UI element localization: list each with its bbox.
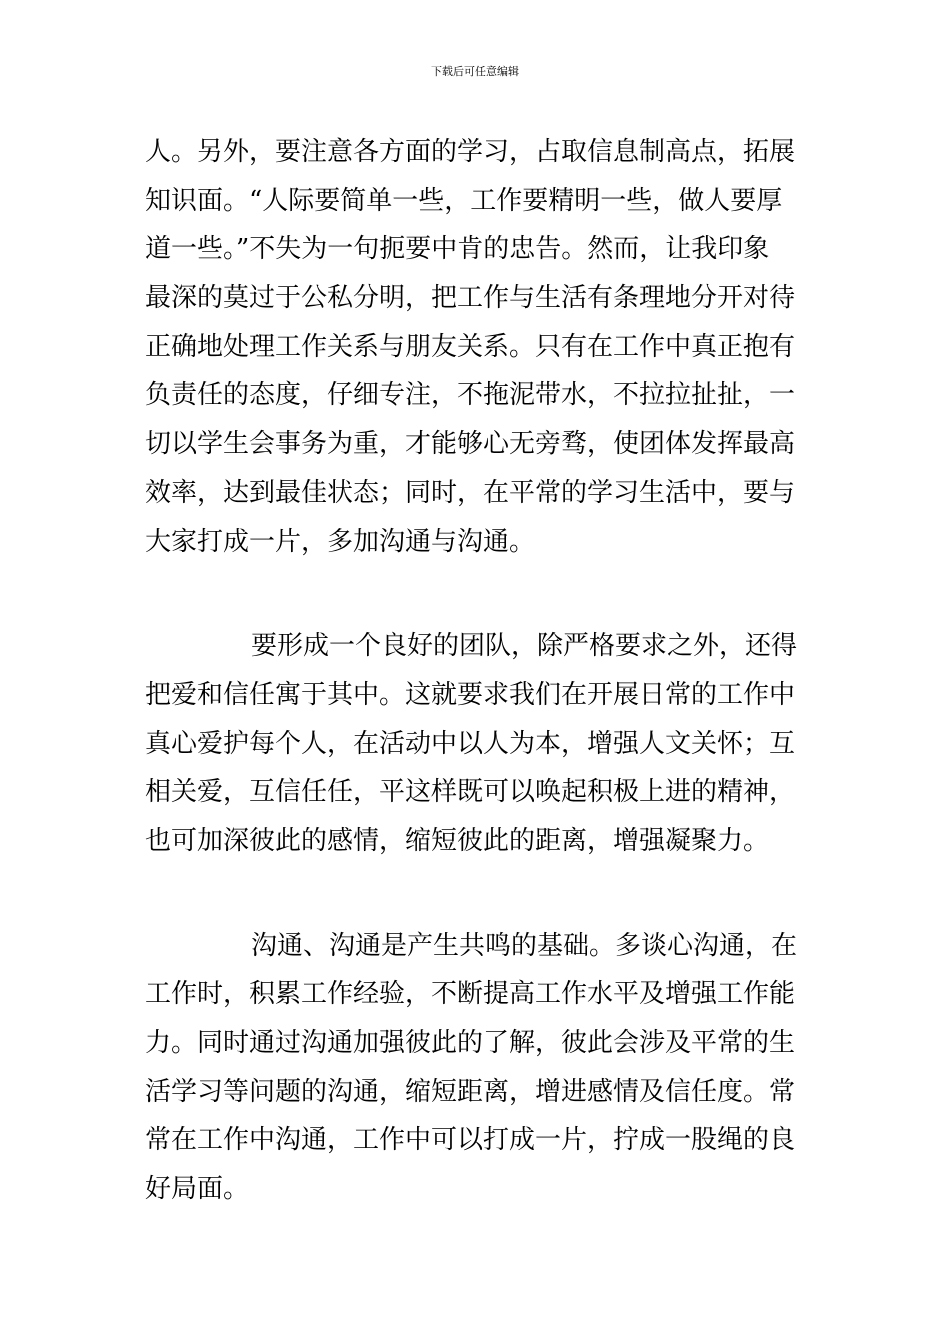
text-line: 力。同时通过沟通加强彼此的了解，彼此会涉及平常的生	[145, 1028, 796, 1058]
paragraph-spacer	[145, 566, 805, 622]
text-line: 常在工作中沟通，工作中可以打成一片，拧成一股绳的良	[145, 1125, 796, 1156]
page-header: 下载后可任意编辑	[431, 65, 519, 78]
text-line: 最深的莫过于公私分明，把工作与生活有条理地分开对待	[145, 283, 796, 314]
text-line: 好局面。	[145, 1174, 250, 1205]
text-line: 把爱和信任寓于其中。这就要求我们在开展日常的工作中	[145, 679, 796, 710]
text-line: 正确地处理工作关系与朋友关系。只有在工作中真正抱有	[145, 331, 796, 362]
document-body	[145, 128, 805, 1214]
text-line: 也可加深彼此的感情，缩短彼此的距离，增强凝聚力。	[145, 825, 770, 856]
text-line-indented: 沟通、沟通是产生共鸣的基础。多谈心沟通，在	[251, 930, 798, 961]
text-line-indented: 要形成一个良好的团队，除严格要求之外，还得	[251, 631, 798, 662]
text-line: 人。另外，要注意各方面的学习，占取信息制高点，拓展	[145, 137, 796, 167]
text-line: 效率，达到最佳状态；同时，在平常的学习生活中，要与	[145, 477, 796, 508]
paragraph-1	[145, 128, 805, 566]
paragraph-3	[145, 922, 805, 1214]
text-line: 相关爱，互信任任，平这样既可以唤起积极上进的精神，	[145, 777, 796, 808]
text-line: 真心爱护每个人，在活动中以人为本，增强人文关怀；互	[145, 728, 796, 759]
text-line: 大家打成一片，多加沟通与沟通。	[145, 526, 536, 557]
text-line: 知识面。“人际要简单一些，工作要精明一些，做人要厚	[145, 185, 783, 216]
paragraph-2	[145, 622, 805, 865]
text-line: 切以学生会事务为重，才能够心无旁骛，使团体发挥最高	[145, 429, 796, 460]
text-line: 活学习等问题的沟通，缩短距离，增进感情及信任度。常	[145, 1076, 796, 1107]
text-line: 负责任的态度，仔细专注，不拖泥带水，不拉拉扯扯，一	[145, 380, 796, 411]
paragraph-spacer	[145, 866, 805, 922]
text-line: 工作时，积累工作经验，不断提高工作水平及增强工作能	[145, 979, 796, 1010]
text-line: 道一些。”不失为一句扼要中肯的忠告。然而，让我印象	[145, 234, 770, 265]
